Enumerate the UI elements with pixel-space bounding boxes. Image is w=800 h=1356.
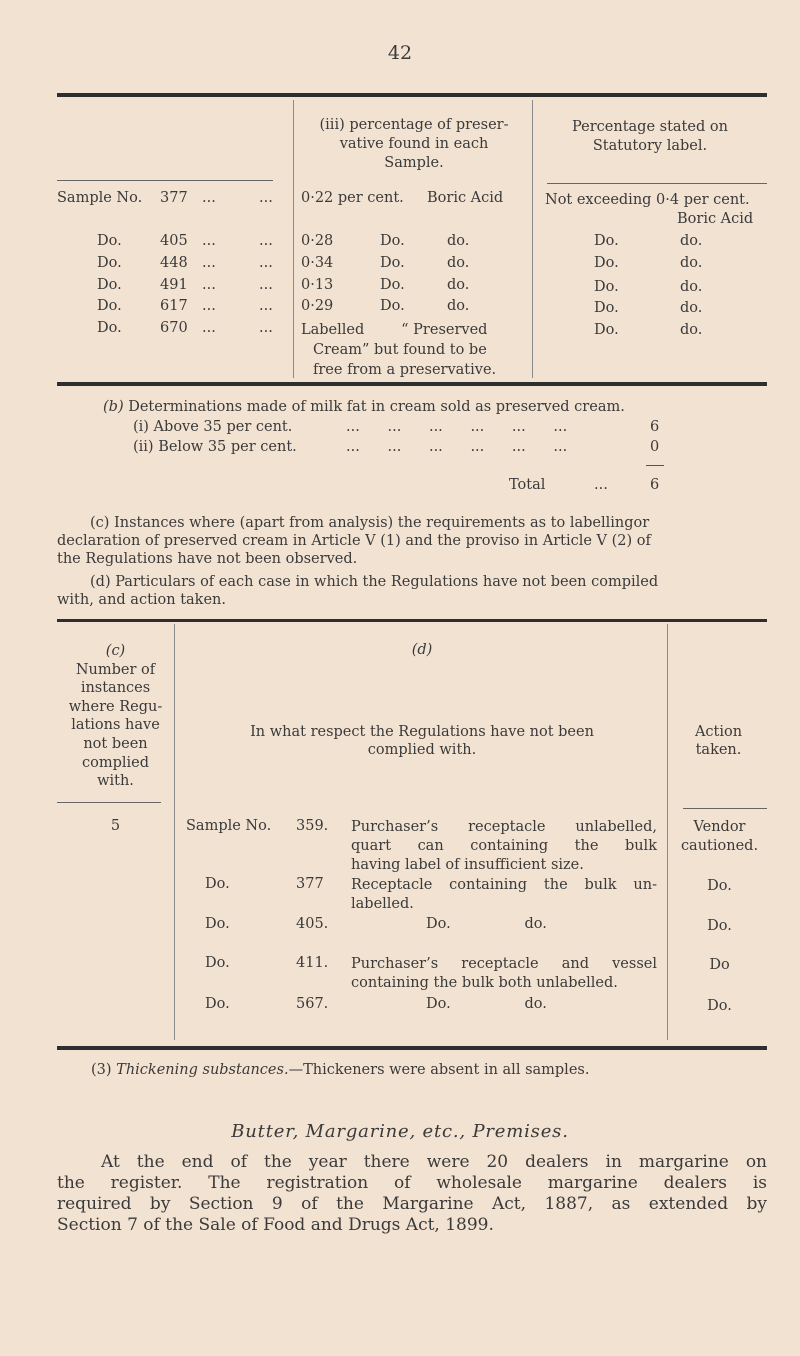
table-bottom-rule xyxy=(57,382,767,386)
butter-paragraph: At the end of the year there were 20 dealers in margarine on the register. The registration of wholesale margarine dealers is required by Section 9 of the Margarine Act, 1887, as extended by Section 7 of the Sale of Food and Drugs Act, 1899. xyxy=(57,1152,767,1235)
header-rule xyxy=(683,808,767,809)
section-d-text: (d) Particulars of each case in which the Regulations have not been compiled with, and action taken. xyxy=(57,574,659,608)
header-rule xyxy=(547,183,767,184)
header-rule xyxy=(57,180,273,181)
section-c-text: (c) Instances where (apart from analysis) the requirements as to labellingor declaration of preserved cream in Article V (1) and the proviso in Article V (2) of the Regulations have not been observed. xyxy=(57,515,651,567)
header-action-taken: Action taken. xyxy=(694,724,743,758)
section-title: Butter, Margarine, etc., Premises. xyxy=(231,1121,569,1142)
column-divider xyxy=(293,100,294,378)
thickening-note: (3) Thickening substances.—Thickeners were absent in all samples. xyxy=(91,1062,590,1078)
header-instances-count: (c) Number of instances where Regu- lations have not been complied with. xyxy=(68,643,163,790)
column-divider xyxy=(667,624,668,1040)
row-670-found: Labelled “ Preserved Cream” but found to be free from a preservative. xyxy=(301,322,497,378)
sum-rule xyxy=(646,465,664,466)
header-respect: In what respect the Regulations have not been complied with. xyxy=(250,724,594,758)
table-bottom-rule xyxy=(57,1046,767,1050)
instances-count: 5 xyxy=(110,818,121,834)
header-rule xyxy=(57,802,161,803)
page-number: 42 xyxy=(387,42,413,64)
header-found-percentage: (iii) percentage of preser- vative found in each Sample. xyxy=(319,117,509,171)
column-divider xyxy=(174,624,175,1040)
column-divider xyxy=(532,100,533,378)
header-d-letter: (d) xyxy=(411,642,433,658)
table-top-rule xyxy=(57,93,767,97)
section-b-heading: (b) Determinations made of milk fat in cream sold as preserved cream. xyxy=(103,399,625,415)
table-top-rule xyxy=(57,619,767,622)
header-stated-percentage: Percentage stated on Statutory label. xyxy=(572,119,728,154)
